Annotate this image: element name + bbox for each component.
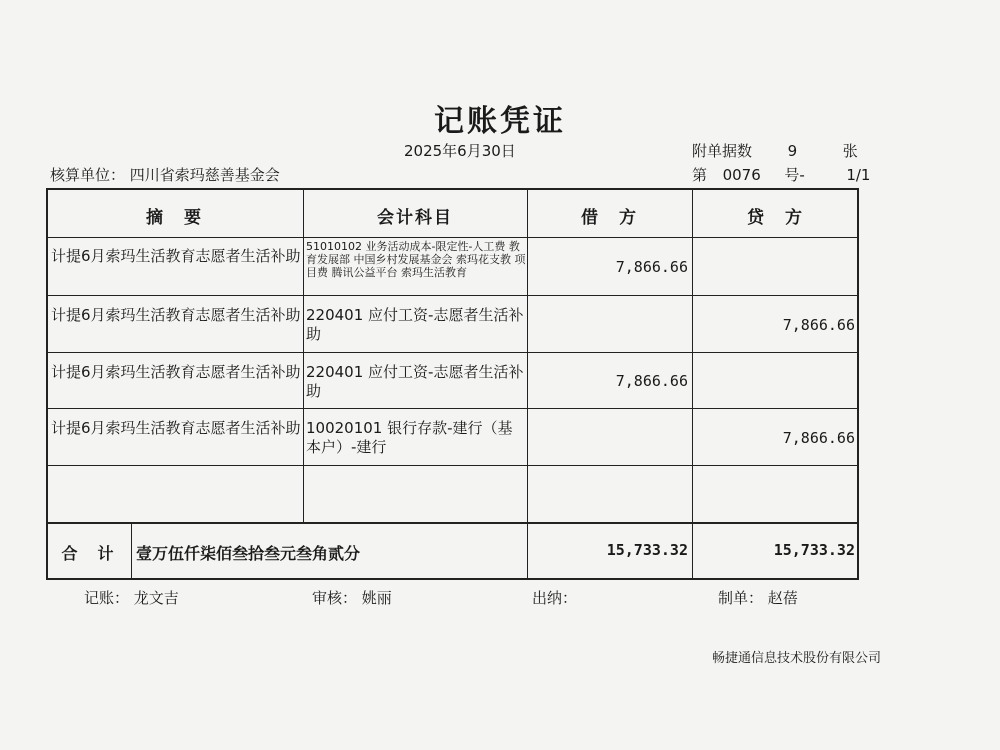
- attachments-label: 附单据数: [692, 142, 753, 160]
- row1-debit: 7,866.66: [615, 258, 688, 276]
- row3-account: 220401 应付工资-志愿者生活补助: [306, 363, 524, 400]
- attachments-count: 9: [787, 142, 798, 160]
- voucher-no: 0076: [722, 166, 761, 184]
- voucher-suffix: 号-: [784, 166, 805, 184]
- total-amount-words: 壹万伍仟柒佰叁拾叁元叁角贰分: [136, 544, 361, 563]
- row-divider: [46, 295, 859, 296]
- row4-account: 10020101 银行存款-建行（基本户）-建行: [306, 419, 513, 456]
- row-divider: [46, 408, 859, 409]
- row-divider: [46, 522, 859, 524]
- row3-debit: 7,866.66: [615, 372, 688, 390]
- header-credit: 贷 方: [747, 208, 804, 228]
- header-debit: 借 方: [581, 208, 638, 228]
- header-account: 会计科目: [377, 208, 453, 228]
- unit-label: 核算单位：: [50, 166, 126, 184]
- voucher-prefix: 第: [692, 166, 708, 184]
- bookkeeper: [84, 587, 179, 608]
- preparer-label: 制单：: [718, 589, 764, 607]
- total-credit: 15,733.32: [773, 541, 855, 559]
- row-divider: [46, 352, 859, 353]
- voucher-number: [692, 164, 870, 185]
- col-divider-summary: [303, 188, 304, 523]
- reviewer-name: 姚丽: [361, 589, 392, 607]
- total-debit: 15,733.32: [606, 541, 688, 559]
- bookkeeper-name: 龙文吉: [133, 589, 179, 607]
- attachments-unit: 张: [842, 142, 858, 160]
- reviewer-label: 审核：: [312, 589, 358, 607]
- preparer-name: 赵蓓: [767, 589, 798, 607]
- reviewer: [312, 587, 392, 608]
- cashier: [532, 587, 577, 608]
- voucher-title: 记账凭证: [434, 104, 566, 139]
- row2-credit: 7,866.66: [782, 316, 855, 334]
- voucher-date: 2025年6月30日: [404, 142, 516, 160]
- unit-name: 四川省索玛慈善基金会: [129, 166, 280, 184]
- row3-summary: 计提6月索玛生活教育志愿者生活补助: [51, 363, 301, 381]
- col-divider-total: [131, 523, 132, 580]
- preparer: [718, 587, 798, 608]
- cashier-label: 出纳：: [532, 589, 578, 607]
- software-company: 畅捷通信息技术股份有限公司: [712, 651, 882, 666]
- row4-summary: 计提6月索玛生活教育志愿者生活补助: [51, 419, 301, 437]
- row2-account: 220401 应付工资-志愿者生活补助: [306, 306, 524, 343]
- attachments-info: [692, 140, 858, 161]
- row1-account: 51010102 业务活动成本-限定性-人工费 教育发展部 中国乡村发展基金会 索玛花支教 项目费 腾讯公益平台 索玛生活教育: [306, 240, 526, 279]
- row-divider: [46, 465, 859, 466]
- bookkeeper-label: 记账：: [84, 589, 130, 607]
- total-label: 合 计: [61, 544, 116, 563]
- header-summary: 摘 要: [146, 208, 203, 228]
- row1-summary: 计提6月索玛生活教育志愿者生活补助: [51, 247, 301, 265]
- row-divider: [46, 237, 859, 238]
- accounting-unit: [50, 164, 280, 185]
- row4-credit: 7,866.66: [782, 429, 855, 447]
- voucher-page: 1/1: [846, 166, 871, 184]
- row2-summary: 计提6月索玛生活教育志愿者生活补助: [51, 306, 301, 324]
